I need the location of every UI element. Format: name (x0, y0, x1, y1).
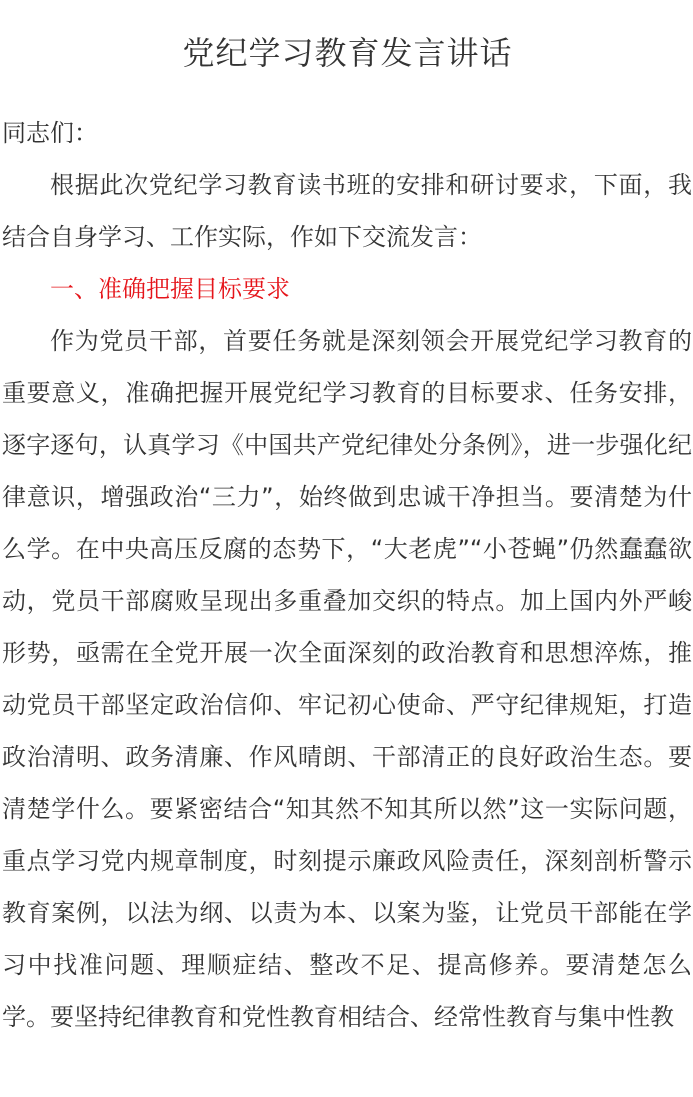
salutation: 同志们： (2, 119, 98, 147)
document-title: 党纪学习教育发言讲话 (182, 34, 513, 72)
section-body-paragraph: 作为党员干部，首要任务就是深刻领会开展党纪学习教育的重要意义，准确把握开展党纪学习教育的目标要求、任务安排，逐字逐句，认真学习《中国共产党纪律处分条例》，进一步强化纪律意识，增强政治“三力”，始终做到忠诚干净担当。要清楚为什么学。在中央高压反腐的态势下，“大老虎”“小苍蝇”仍然蠢蠢欲动，党员干部腐败呈现出多重叠加交织的特点。加上国内外严峻形势，亟需在全党开展一次全面深刻的政治教育和思想淬炼，推动党员干部坚定政治信仰、牢记初心使命、严守纪律规矩，打造政治清明、政务清廉、作风晴朗、干部清正的良好政治生态。要清楚学什么。要紧密结合“知其然不知其所以然”这一实际问题，重点学习党内规章制度，时刻提示廉政风险责任，深刻剖析警示教育案例，以法为纲、以责为本、以案为鉴，让党员干部能在学习中找准问题、理顺症结、整改不足、提高修养。要清楚怎么学。要坚持纪律教育和党性教育相结合、经常性教育与集中性教 (2, 327, 692, 1031)
section-heading: 一、准确把握目标要求 (50, 275, 290, 303)
intro-paragraph: 根据此次党纪学习教育读书班的安排和研讨要求，下面，我结合自身学习、工作实际，作如下交流发言： (2, 171, 692, 251)
